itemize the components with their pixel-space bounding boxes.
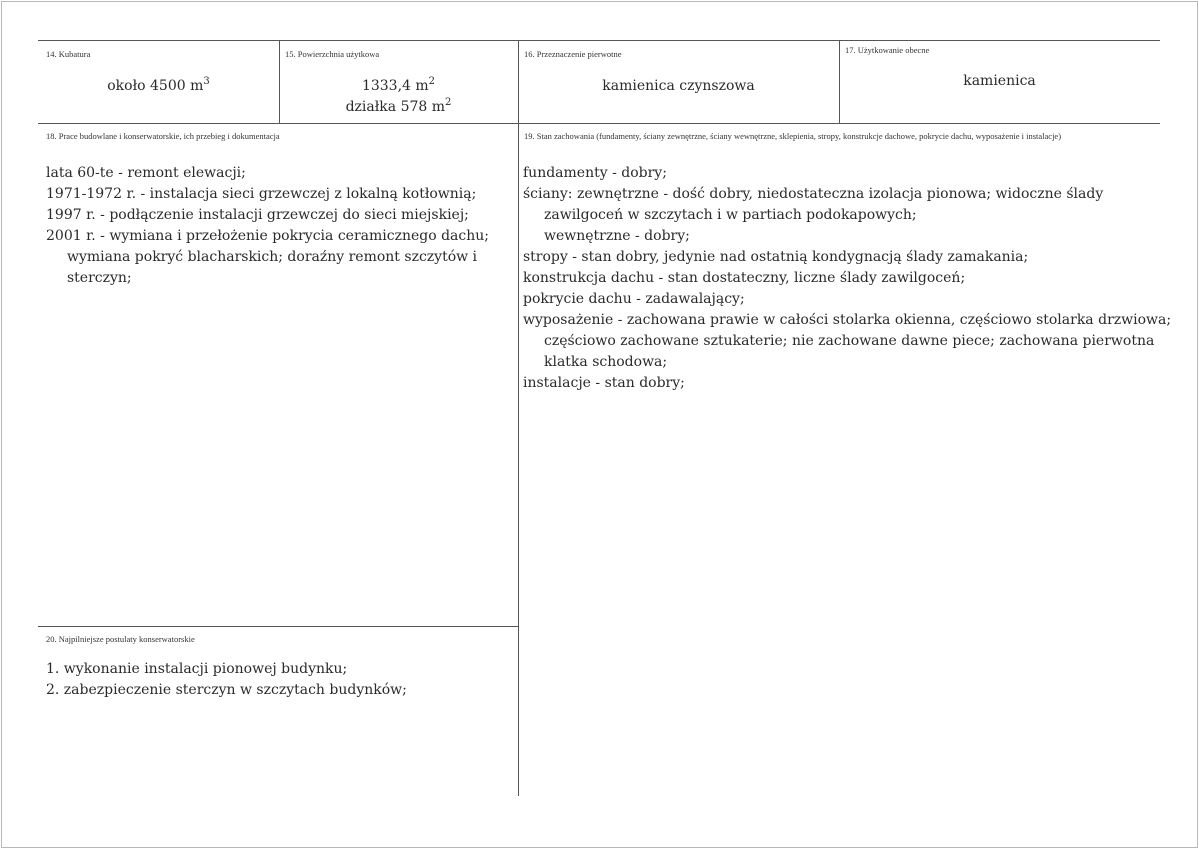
field-19-line: konstrukcja dachu - stan dostateczny, liczne ślady zawilgoceń;: [523, 270, 966, 286]
field-19-content: [523, 163, 1172, 394]
field-15-plot-text: działka 578 m: [345, 99, 446, 115]
field-19-label: 19. Stan zachowania (fundamenty, ściany zewnętrzne, ściany wewnętrzne, sklepienia, stropy, konstrukcje dachowe, pokrycie dachu, wyposażenie i instalacje): [524, 131, 1062, 141]
field-18-line: 1971-1972 r. - instalacja sieci grzewczej z lokalną kotłownią;: [46, 186, 477, 202]
field-17-label: 17. Użytkowanie obecne: [845, 45, 930, 55]
field-17-value: kamienica: [963, 73, 1036, 89]
field-15-plot-unit-exp: 2: [445, 97, 452, 108]
field-19-line: zawilgoceń w szczytach i w partiach podokapowych;: [544, 207, 917, 223]
field-19-line: ściany: zewnętrzne - dość dobry, niedostateczna izolacja pionowa; widoczne ślady: [523, 186, 1104, 202]
field-20-label: 20. Najpilniejsze postulaty konserwatorskie: [46, 634, 195, 644]
field-18-line: 2001 r. - wymiana i przełożenie pokrycia ceramicznego dachu;: [46, 228, 489, 244]
field-19-line: wyposażenie - zachowana prawie w całości stolarka okienna, częściowo stolarka drzwiowa;: [523, 312, 1172, 328]
top-rule: [38, 40, 1160, 41]
field-18-line: 1997 r. - podłączenie instalacji grzewczej do sieci miejskiej;: [46, 207, 469, 223]
page-border: [1, 1, 1198, 848]
section20-top-rule: [38, 626, 518, 627]
field-19-line: częściowo zachowane sztukaterie; nie zachowane dawne piece; zachowana pierwotna: [544, 333, 1155, 349]
field-18-content: [46, 163, 516, 289]
field-19-line: wewnętrzne - dobry;: [544, 228, 690, 244]
field-19-line: pokrycie dachu - zadawalający;: [523, 291, 745, 307]
field-15-area-unit-exp: 2: [428, 76, 436, 87]
center-divider: [518, 40, 519, 796]
field-14-value-unit-exp: 3: [203, 76, 210, 87]
field-19-line: fundamenty - dobry;: [523, 165, 667, 181]
field-14-value: [38, 76, 279, 97]
field-18-line: wymiana pokryć blacharskich; doraźny remont szczytów i: [67, 249, 478, 265]
field-18-line: sterczyn;: [67, 270, 132, 286]
field-19-line: instalacje - stan dobry;: [523, 375, 685, 391]
field-15-area-text: 1333,4 m: [361, 78, 429, 94]
field-19-line: stropy - stan dobry, jedynie nad ostatnią kondygnacją ślady zamakania;: [523, 249, 1029, 265]
field-16-value: kamienica czynszowa: [602, 78, 755, 94]
field-20-line: 2. zabezpieczenie sterczyn w szczytach budynków;: [46, 682, 407, 698]
field-14-label: 14. Kubatura: [46, 49, 91, 59]
field-15-value: [279, 76, 518, 118]
field-14-value-text: około 4500 m: [107, 78, 204, 94]
field-18-label: 18. Prace budowlane i konserwatorskie, ich przebieg i dokumentacja: [46, 131, 280, 141]
field-19-line: klatka schodowa;: [544, 354, 668, 370]
field-18-line: lata 60-te - remont elewacji;: [46, 165, 246, 181]
row1-bottom-rule: [38, 123, 1160, 124]
field-20-content: [46, 659, 516, 701]
field-20-line: 1. wykonanie instalacji pionowej budynku;: [46, 661, 348, 677]
field-15-label: 15. Powierzchnia użytkowa: [285, 49, 380, 59]
field-16-label: 16. Przeznaczenie pierwotne: [524, 49, 622, 59]
